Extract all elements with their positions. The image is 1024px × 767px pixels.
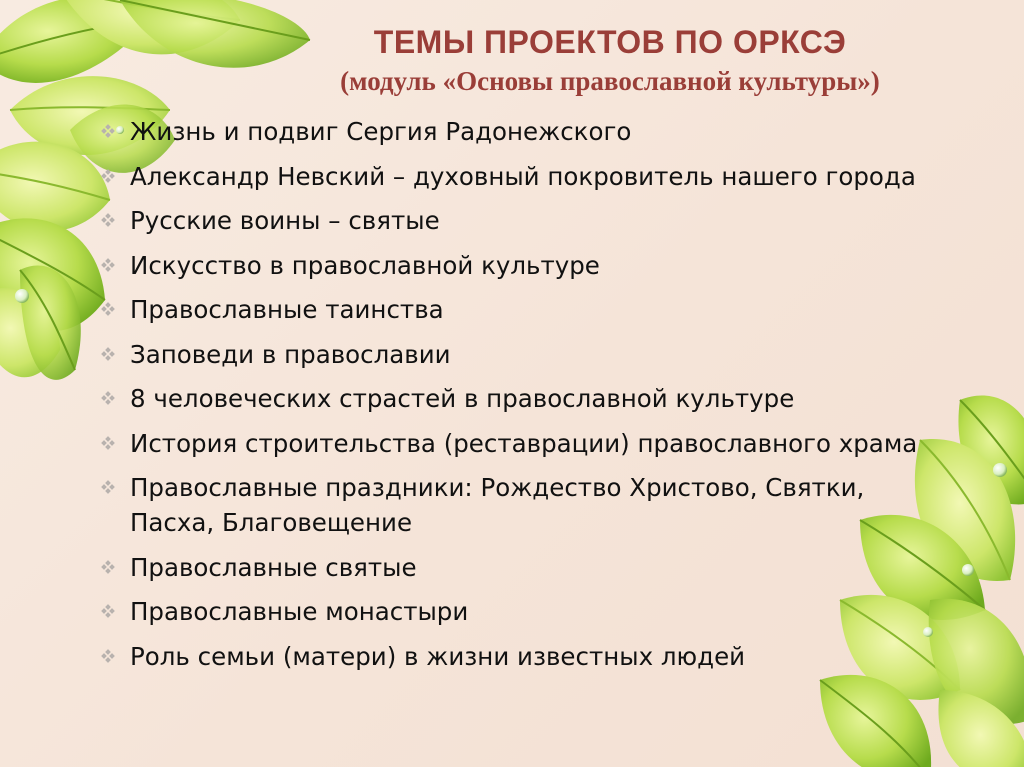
list-item [96,114,956,149]
slide-subtitle: (модуль «Основы православной культуры») [340,66,880,96]
diamond-bullet-icon [98,337,118,372]
list-item [96,381,956,416]
diamond-bullet-icon [98,426,118,461]
diamond-bullet-icon [98,594,118,629]
topic-text: Русские воины – святые [130,206,440,235]
diamond-bullet-icon [98,470,118,505]
topic-text: История строительства (реставрации) православного храма [130,428,918,458]
topic-text: Роль семьи (матери) в жизни известных людей [130,641,746,671]
topic-text: Александр Невский – духовный покровитель нашего города [130,161,916,191]
list-item [96,159,956,194]
list-item [96,550,956,585]
topic-list [96,114,956,683]
topic-text: Православные святые [130,552,417,582]
list-item [96,248,956,283]
diamond-bullet-icon [98,292,118,327]
topic-text: Жизнь и подвиг Сергия Радонежского [130,117,632,146]
list-item [96,594,956,629]
diamond-bullet-icon [98,114,118,149]
diamond-bullet-icon [98,550,118,585]
list-item [96,292,956,327]
topic-text: Заповеди в православии [130,339,451,369]
topic-text: Православные праздники: Рождество Христово, Святки, Пасха, Благовещение [130,473,865,537]
topic-text: Православные монастыри [130,597,469,626]
list-item [96,470,956,540]
list-item [96,426,956,461]
slide-title: ТЕМЫ ПРОЕКТОВ ПО ОРКСЭ [373,24,847,60]
topic-text: Искусство в православной культуре [130,250,600,280]
topic-text: 8 человеческих страстей в православной культуре [130,384,795,413]
topic-text: Православные таинства [130,295,444,324]
diamond-bullet-icon [98,381,118,416]
diamond-bullet-icon [98,159,118,194]
list-item [96,639,956,674]
diamond-bullet-icon [98,248,118,283]
list-item [96,337,956,372]
diamond-bullet-icon [98,639,118,674]
list-item [96,203,956,238]
diamond-bullet-icon [98,203,118,238]
